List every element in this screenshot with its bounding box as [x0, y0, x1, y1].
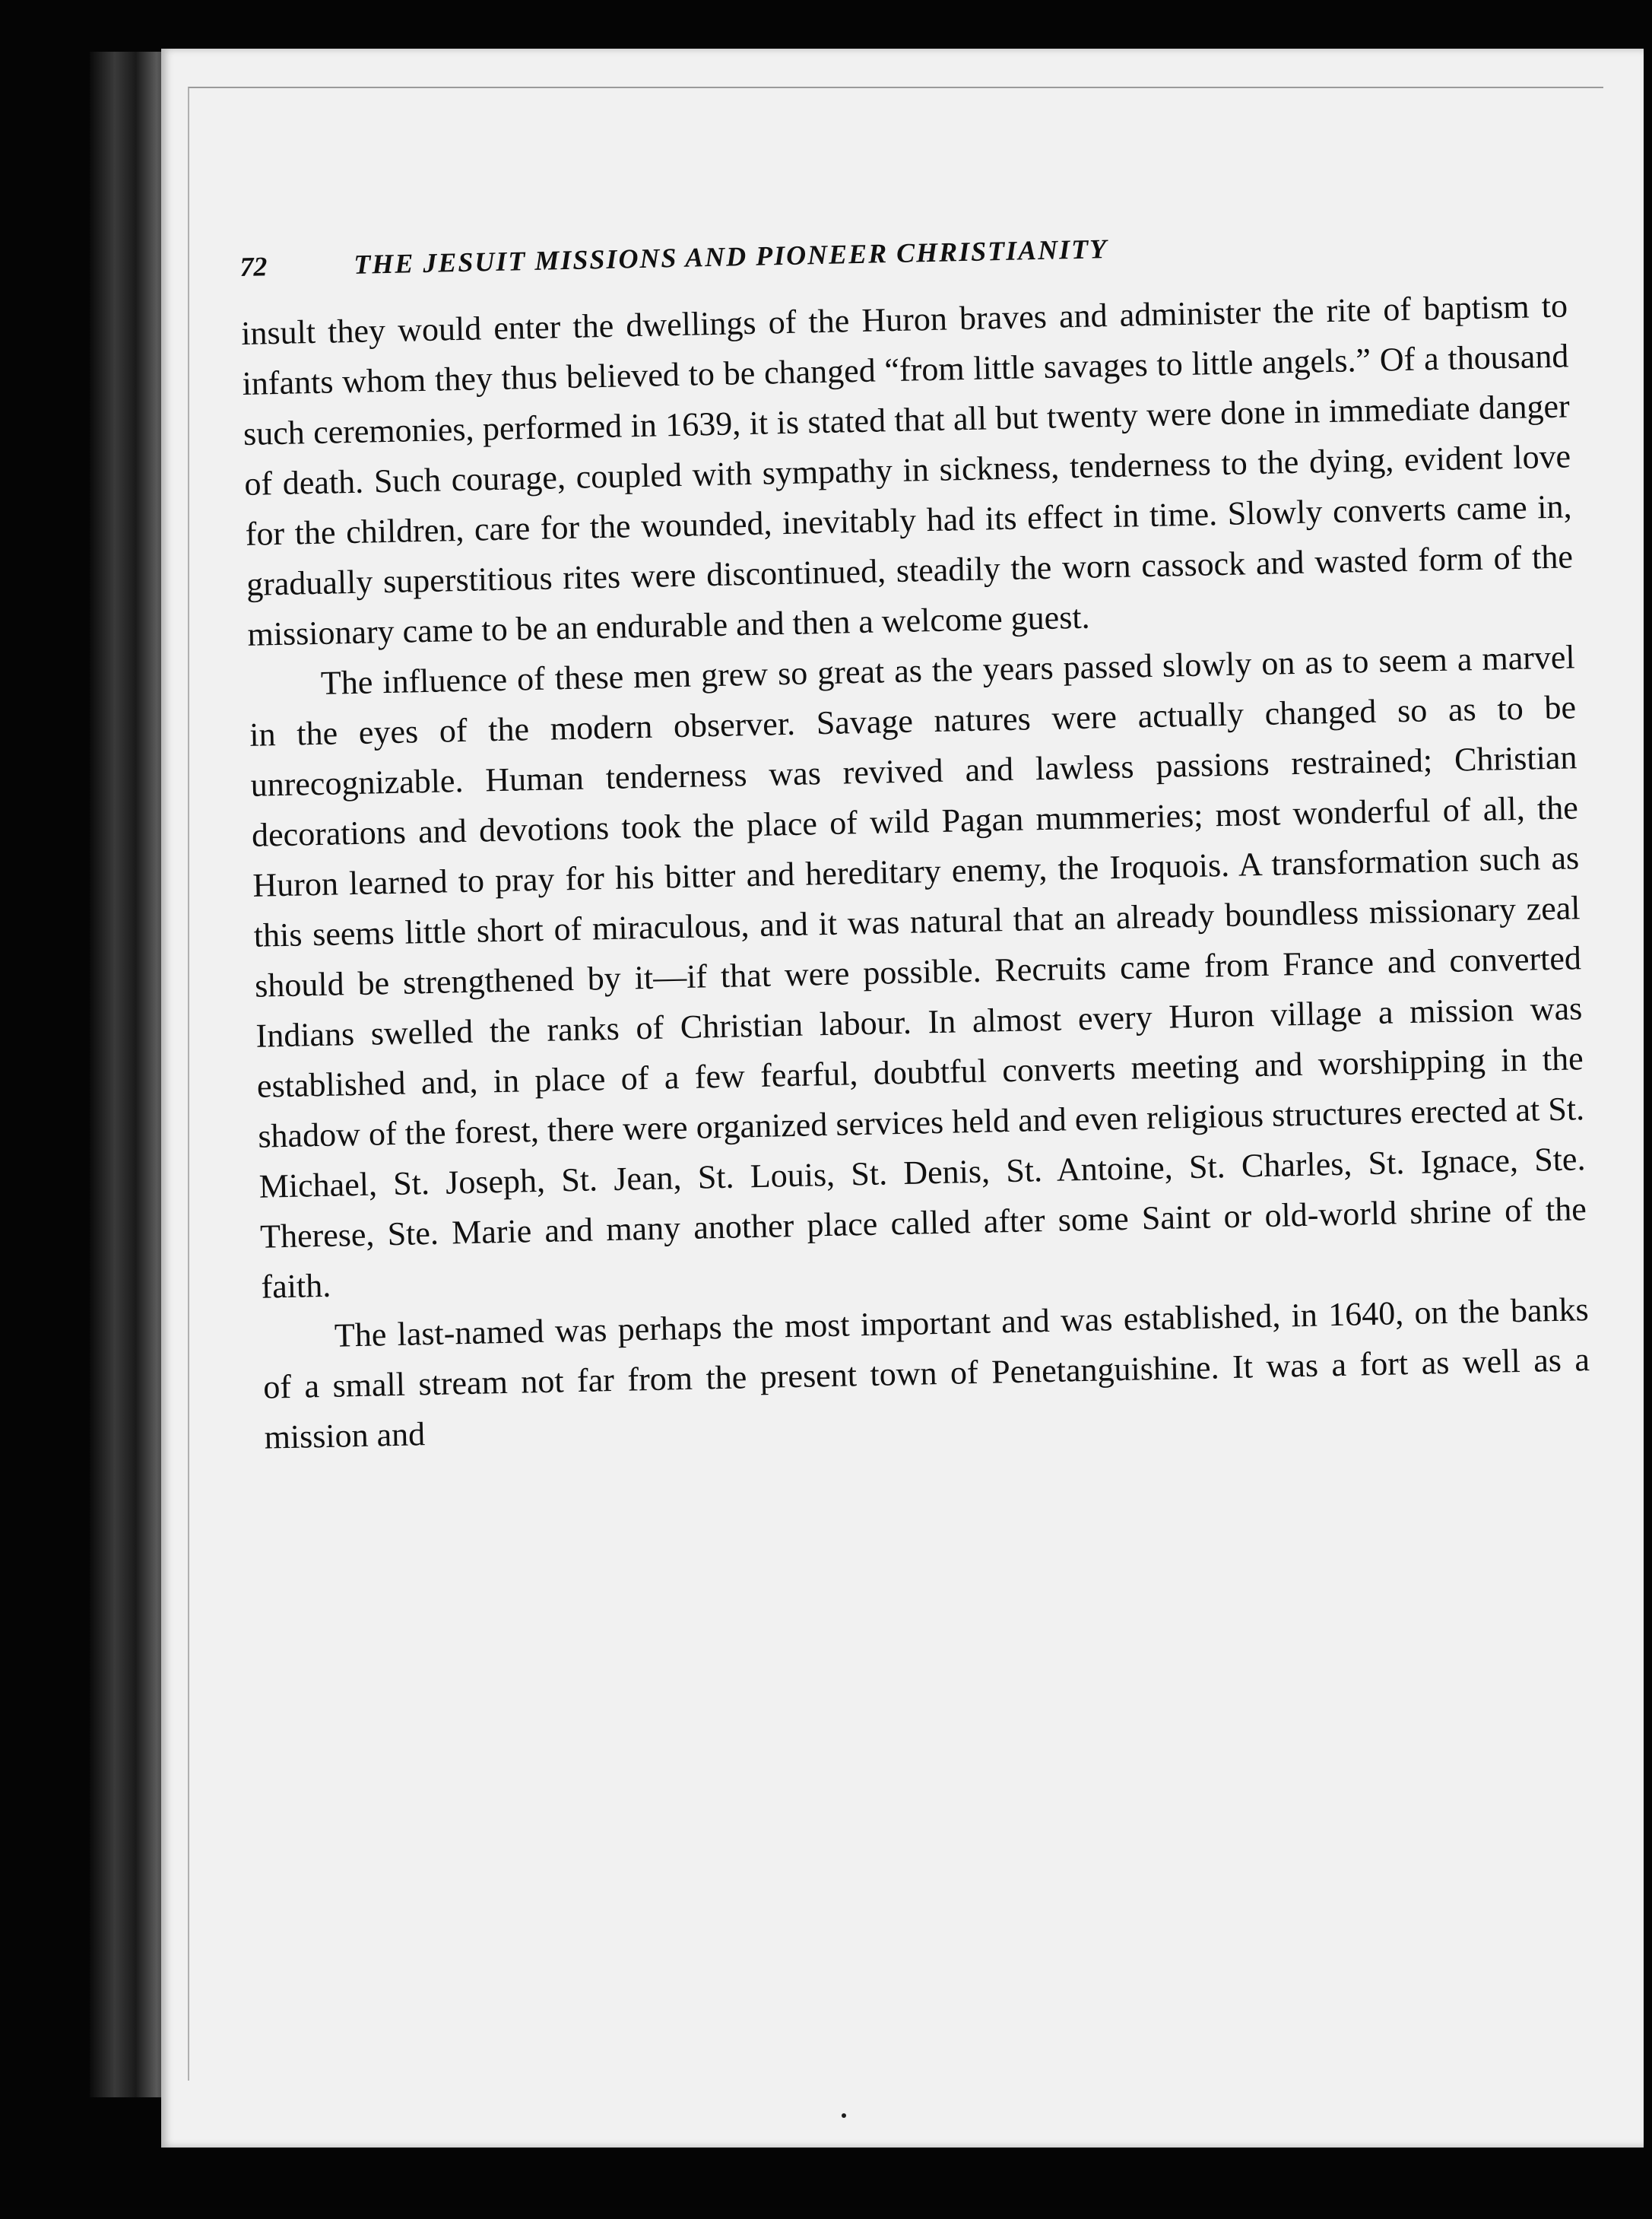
paragraph: The influence of these men grew so great as the years passed slowly on as to seem a marvel in the eyes of the modern observer. Savage natures were actually changed so as to be unrecognizable. Human tenderness was revived and lawless passions restrained; Christian decorations and devotions took the place of wild Pagan mummeries; most wonderful of all, the Huron learned to pray for his bitter and hereditary enemy, the Iroquois. A transformation such as this seems little short of miraculous, and it was natural that an already boundless missionary zeal should be strengthened by it—if that were possible. Recruits came from France and converted Indians swelled the ranks of Christian labour. In almost every Huron village a mission was established and, in place of a few fearful, doubtful converts meeting and worshipping in the shadow of the forest, there were organized services held and even religious structures erected at St. Michael, St. Joseph, St. Jean, St. Louis, St. Denis, St. Antoine, St. Charles, St. Ignace, Ste. Therese, Ste. Marie and many another place called after some Saint or old-world shrine of the faith.	[249, 638, 1587, 1306]
page-text-block	[239, 223, 1591, 1462]
page-number: 72	[239, 251, 268, 282]
running-title: THE JESUIT MISSIONS AND PIONEER CHRISTIANITY	[353, 233, 1108, 280]
paragraph: insult they would enter the dwellings of the Huron braves and administer the rite of baptism to infants whom they thus believed to be changed “from little savages to little angels.” Of a thousand such ceremonies, performed in 1639, it is stated that all but twenty were done in immediate danger of death. Such courage, coupled with sympathy in sickness, tenderness to the dying, evident love for the children, care for the wounded, inevitably had its effect in time. Slowly converts came in, gradually superstitious rites were discontinued, steadily the worn cassock and wasted form of the missionary came to be an endurable and then a welcome guest.	[240, 287, 1574, 653]
ink-speck	[842, 2113, 846, 2118]
paragraph: The last-named was perhaps the most important and was established, in 1640, on the banks of a small stream not far from the present town of Penetanguishine. It was a fort as well as a mission and	[262, 1290, 1590, 1456]
